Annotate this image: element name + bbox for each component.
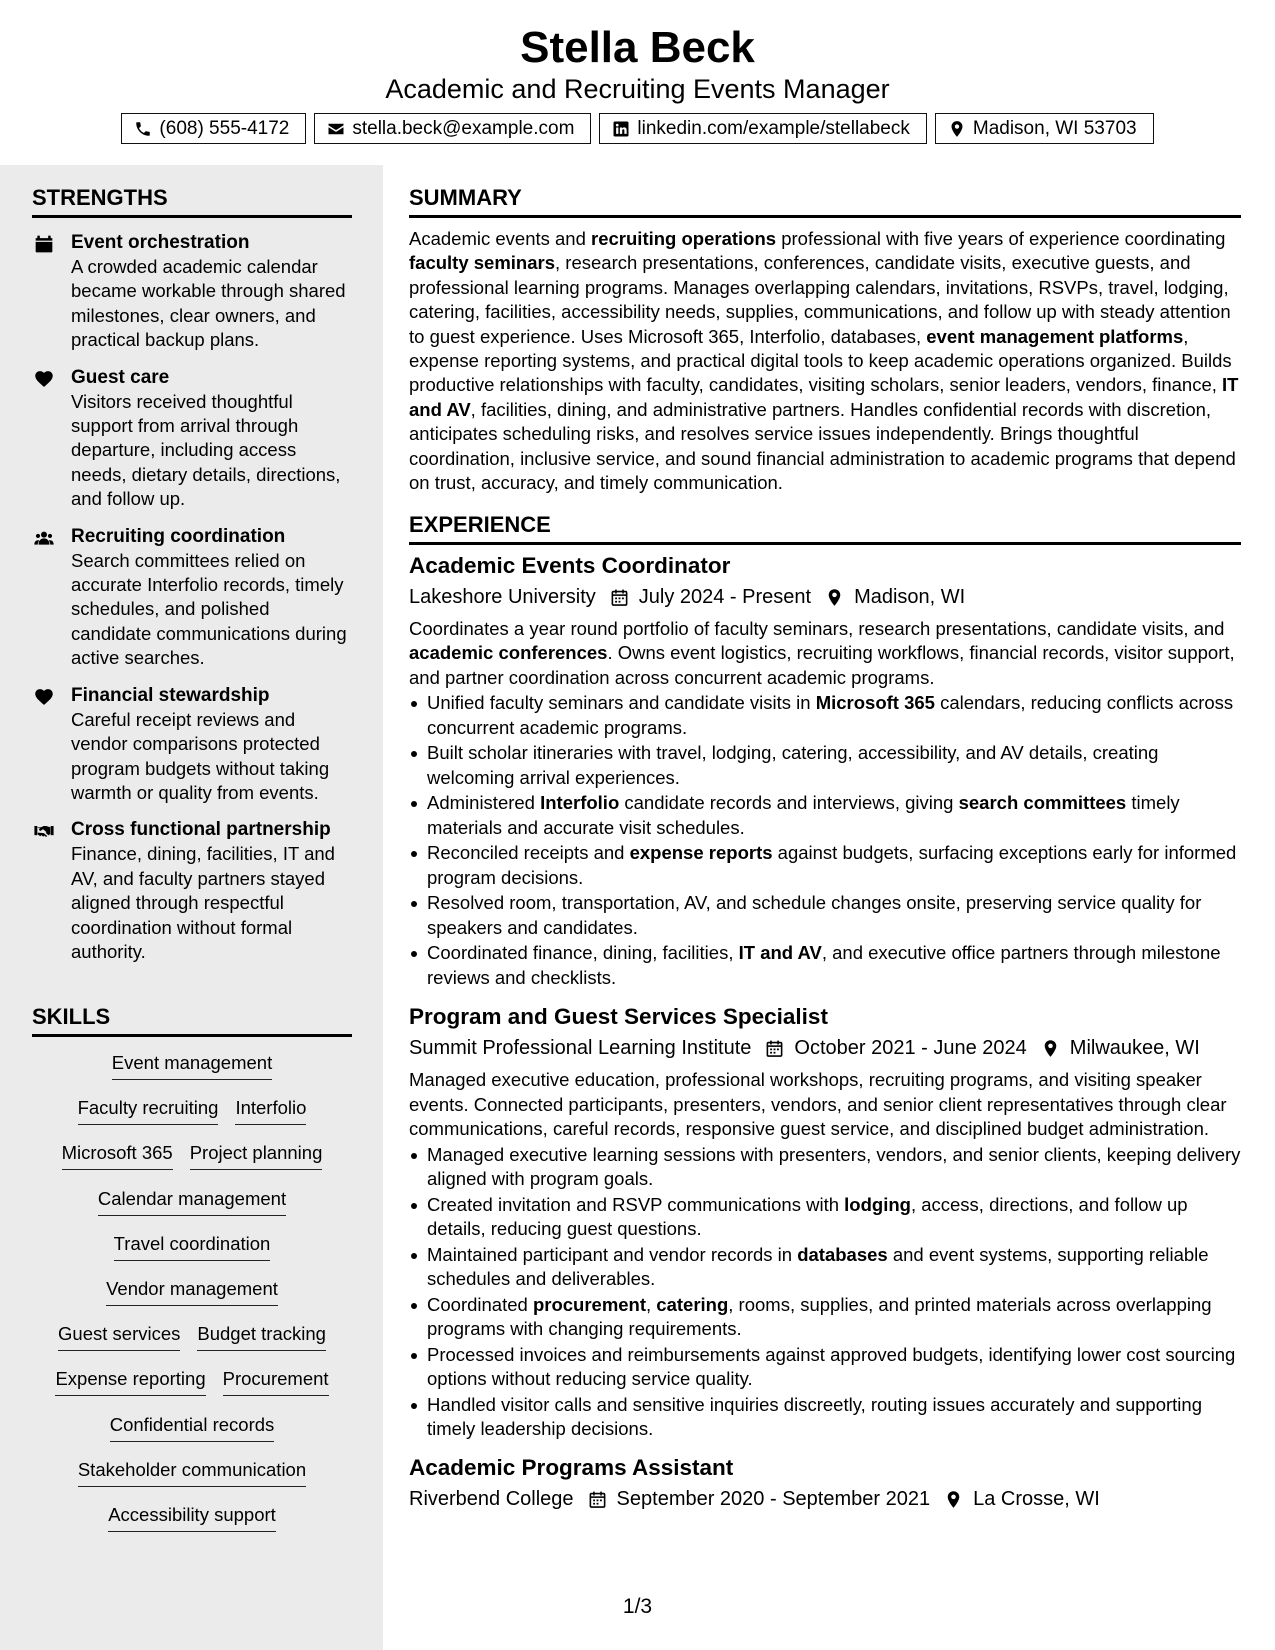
map-pin-icon	[944, 1490, 963, 1509]
job-bullet: Built scholar itineraries with travel, lodging, catering, accessibility, and AV details, creating welcoming arrival experiences.	[409, 741, 1241, 790]
job-bullet: Handled visitor calls and sensitive inquiries discreetly, routing issues accurately and supporting timely leadership decisions.	[409, 1393, 1241, 1442]
experience-heading: EXPERIENCE	[409, 511, 1241, 545]
skill-row	[32, 1187, 352, 1232]
job-bullet: Reconciled receipts and expense reports against budgets, surfacing exceptions early for informed program decisions.	[409, 841, 1241, 890]
map-pin-icon	[1041, 1039, 1060, 1058]
strength-item	[32, 818, 352, 964]
job-dates: October 2021 - June 2024	[794, 1037, 1027, 1060]
strength-title: Event orchestration	[71, 232, 250, 253]
skill-tag: Expense reporting	[55, 1367, 205, 1396]
envelope-icon	[327, 120, 345, 138]
summary-text: Academic events and recruiting operations professional with five years of experience coordinating faculty seminars, research presentations, conferences, candidate visits, executive guests, and professional learning programs. Manages overlapping calendars, invitations, RSVPs, travel, lodging, catering, facilities, accessibility needs, supplies, communications, and follow up with steady attention to guest experience. Uses Microsoft 365, Interfolio, databases, event management platforms, expense reporting systems, and practical digital tools to keep academic operations organized. Builds productive relationships with faculty, candidates, visiting scholars, senior leaders, vendors, finance, IT and AV, facilities, dining, and administrative partners. Handles confidential records with discretion, anticipates scheduling risks, and resolves service issues independently. Brings thoughtful coordination, inclusive service, and sound financial administration to academic programs that depend on trust, accuracy, and timely communication.	[409, 228, 1239, 494]
job-bullet: Created invitation and RSVP communications with lodging, access, directions, and follow up details, reducing guest questions.	[409, 1193, 1241, 1242]
skill-tag: Calendar management	[98, 1187, 286, 1216]
skill-tag: Project planning	[190, 1141, 323, 1170]
skill-tag: Confidential records	[110, 1413, 275, 1442]
sidebar	[0, 165, 383, 1650]
strength-title: Recruiting coordination	[71, 525, 286, 547]
skill-tag: Interfolio	[235, 1096, 306, 1125]
strengths-heading: STRENGTHS	[32, 184, 352, 218]
job-location: La Crosse, WI	[973, 1488, 1100, 1511]
linkedin-icon	[612, 120, 630, 138]
calendar-icon	[765, 1039, 784, 1058]
job-bullet: Unified faculty seminars and candidate visits in Microsoft 365 calendars, reducing conflicts across concurrent academic programs.	[409, 691, 1241, 740]
contact-location[interactable]	[935, 113, 1154, 144]
job-company: Summit Professional Learning Institute	[409, 1037, 752, 1060]
job-entry	[409, 1453, 1241, 1513]
map-pin-icon	[948, 120, 966, 138]
experience-section	[409, 511, 1241, 1513]
strength-item	[32, 231, 352, 353]
skills-list	[32, 1051, 352, 1548]
skill-row	[32, 1458, 352, 1503]
strength-title: Guest care	[71, 366, 170, 388]
skill-tag: Vendor management	[106, 1277, 278, 1306]
candidate-headline: Academic and Recruiting Events Manager	[385, 74, 890, 104]
map-pin-icon	[825, 588, 844, 607]
skill-tag: Microsoft 365	[62, 1141, 173, 1170]
contact-email[interactable]	[314, 113, 591, 144]
job-bullet: Maintained participant and vendor records in databases and event systems, supporting reliable schedules and deliverables.	[409, 1243, 1241, 1292]
heart-icon	[34, 369, 54, 389]
skill-tag: Stakeholder communication	[78, 1458, 306, 1487]
job-bullet: Coordinated procurement, catering, rooms, supplies, and printed materials across overlapping programs with changing requirements.	[409, 1293, 1241, 1342]
skill-row	[32, 1141, 352, 1186]
job-meta	[409, 583, 1241, 611]
skill-tag: Accessibility support	[108, 1503, 276, 1532]
summary-section	[409, 184, 1241, 495]
handshake-icon	[34, 821, 54, 841]
page-number: 1/3	[622, 1595, 653, 1618]
skill-tag: Budget tracking	[197, 1322, 326, 1351]
skill-row	[32, 1051, 352, 1096]
skill-tag: Procurement	[223, 1367, 329, 1396]
skill-row	[32, 1367, 352, 1412]
strength-description: Finance, dining, facilities, IT and AV, and faculty partners stayed aligned through respectful coordination without formal authority.	[71, 843, 335, 962]
contact-bar	[0, 113, 1275, 144]
job-location: Madison, WI	[854, 586, 966, 608]
job-entry	[409, 551, 1241, 990]
contact-text: stella.beck@example.com	[352, 117, 575, 139]
skill-row	[32, 1232, 352, 1277]
job-bullet: Administered Interfolio candidate records and interviews, giving search committees timely materials and accurate visit schedules.	[409, 791, 1241, 840]
resume-header	[0, 0, 1275, 165]
users-icon	[34, 528, 54, 548]
strength-item	[32, 684, 352, 806]
skill-tag: Event management	[112, 1051, 272, 1080]
job-company: Lakeshore University	[409, 586, 596, 608]
job-bullet: Coordinated finance, dining, facilities, IT and AV, and executive office partners through milestone reviews and checklists.	[409, 941, 1241, 990]
job-description: Coordinates a year round portfolio of faculty seminars, research presentations, candidate visits, and academic conferences. Owns event logistics, recruiting workflows, financial records, visitor support, and partner coordination across concurrent academic programs.	[409, 618, 1235, 688]
job-description: Managed executive education, professional workshops, recruiting programs, and visiting speaker events. Connected participants, presenters, vendors, and senior client representatives through clear communications, careful records, responsive guest service, and disciplined budget administration.	[409, 1069, 1227, 1140]
phone-icon	[134, 120, 152, 138]
contact-text: linkedin.com/example/stellabeck	[637, 117, 910, 139]
calendar-icon	[588, 1490, 607, 1509]
skills-heading: SKILLS	[32, 1003, 352, 1037]
skill-row	[32, 1413, 352, 1458]
skill-tag: Faculty recruiting	[78, 1096, 219, 1125]
strength-item	[32, 366, 352, 512]
candidate-name: Stella Beck	[520, 23, 755, 72]
strength-title: Financial stewardship	[71, 684, 270, 706]
job-meta	[409, 1034, 1241, 1062]
skill-tag: Travel coordination	[114, 1232, 271, 1261]
job-bullet: Processed invoices and reimbursements against approved budgets, identifying lower cost sourcing options without reducing service quality.	[409, 1343, 1241, 1392]
job-bullet: Resolved room, transportation, AV, and schedule changes onsite, preserving service quality for speakers and candidates.	[409, 891, 1241, 940]
contact-phone[interactable]	[121, 113, 306, 144]
skills-section	[32, 1003, 352, 1548]
main-content	[383, 165, 1275, 1650]
job-title: Program and Guest Services Specialist	[409, 1004, 828, 1030]
job-title: Academic Events Coordinator	[409, 553, 731, 578]
job-entry	[409, 1002, 1241, 1441]
contact-linkedin[interactable]	[599, 113, 926, 144]
skill-row	[32, 1277, 352, 1322]
summary-heading: SUMMARY	[409, 184, 1241, 218]
heart-icon	[34, 687, 54, 707]
job-dates: July 2024 - Present	[638, 586, 812, 608]
skill-row	[32, 1503, 352, 1548]
skill-row	[32, 1096, 352, 1141]
contact-text: (608) 555-4172	[159, 117, 290, 139]
skill-tag: Guest services	[58, 1322, 180, 1351]
job-bullets	[409, 691, 1241, 990]
contact-text: Madison, WI 53703	[972, 117, 1137, 139]
strength-title: Cross functional partnership	[71, 819, 331, 841]
job-list	[409, 551, 1241, 1513]
skill-row	[32, 1322, 352, 1367]
strength-description: A crowded academic calendar became workable through shared milestones, clear owners, and practical backup plans.	[71, 256, 346, 351]
job-company: Riverbend College	[409, 1488, 574, 1511]
calendar-icon	[34, 234, 54, 254]
job-meta	[409, 1485, 1241, 1513]
job-bullets	[409, 1143, 1241, 1442]
strength-description: Careful receipt reviews and vendor comparisons protected program budgets without taking warmth or quality from events.	[71, 708, 330, 803]
job-dates: September 2020 - September 2021	[616, 1488, 931, 1511]
job-title: Academic Programs Assistant	[409, 1455, 734, 1481]
strength-description: Visitors received thoughtful support from arrival through departure, including access needs, dietary details, directions, and follow up.	[71, 390, 341, 510]
strength-description: Search committees relied on accurate Interfolio records, timely schedules, and polished candidate communications during active searches.	[71, 549, 347, 669]
strength-item	[32, 525, 352, 671]
strengths-section	[32, 184, 352, 977]
job-location: Milwaukee, WI	[1069, 1037, 1200, 1060]
job-bullet: Managed executive learning sessions with presenters, vendors, and senior clients, keeping delivery aligned with program goals.	[409, 1143, 1241, 1192]
calendar-icon	[610, 588, 629, 607]
